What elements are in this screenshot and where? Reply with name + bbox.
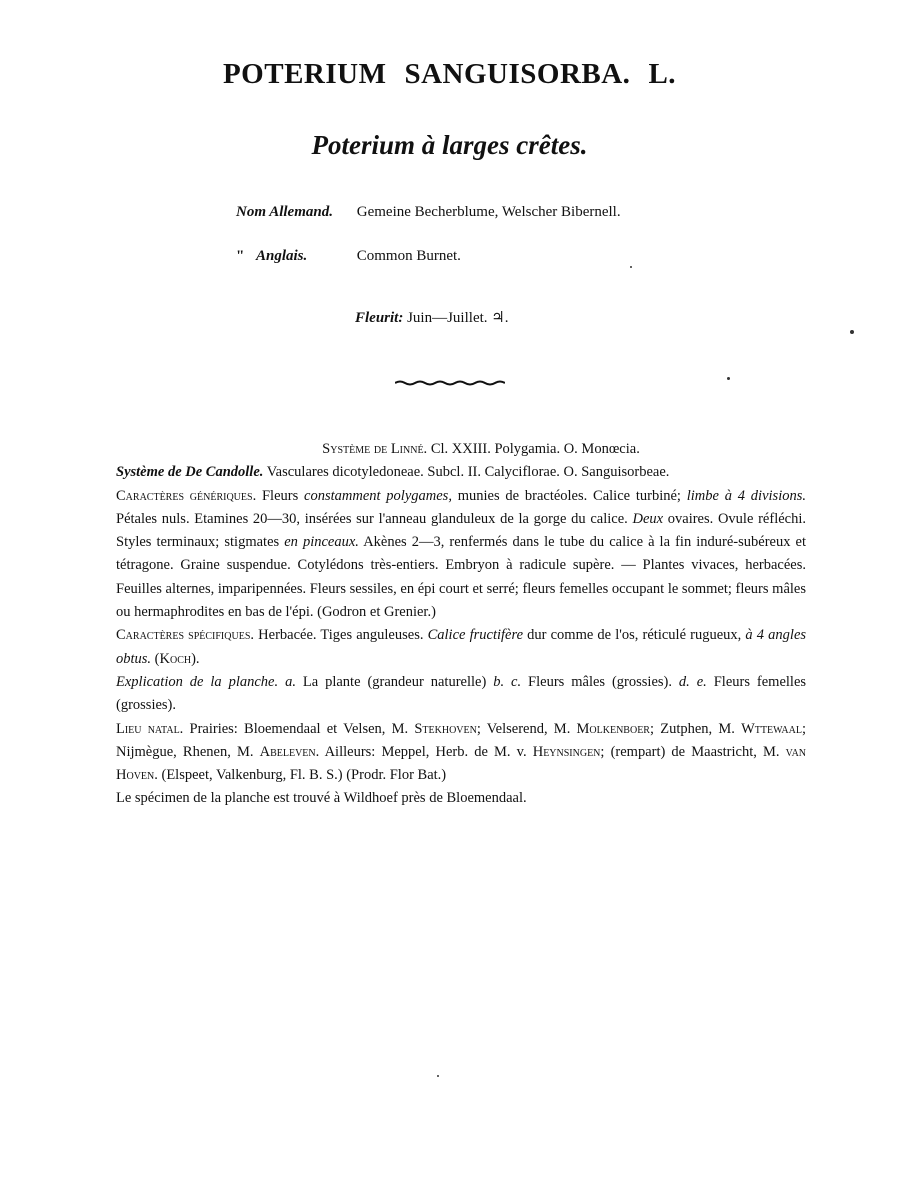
locality-text-6: ; (rempart) de Maastricht, M. [600,743,780,760]
specific-text-3: (Koch). [154,650,200,667]
locality-text-7: . (Elspeet, Valkenburg, Fl. B. S.) (Prodr. Flor Bat.) [154,767,447,784]
specific-label: Caractères spécifiques. [116,627,255,644]
ditto-mark: " [236,248,245,264]
common-names [236,204,621,292]
flowering-value: Juin—Juillet. [407,310,488,326]
specific-italic-1: Calice fructifère [427,627,524,644]
perennial-symbol: ♃. [491,310,509,326]
locality-name-5: Heynsingen [532,743,601,760]
locality-text-5: . Ailleurs: Meppel, Herb. de M. v. [315,743,527,760]
linne-system [116,438,806,461]
english-name-value: Common Burnet. [356,248,461,264]
paper-speck [727,377,730,380]
linne-text: Cl. XXIII. Polygamia. O. Monœcia. [430,441,640,457]
title-species: SANGUISORBA. [404,58,631,90]
paper-speck [850,330,854,334]
flowering-label: Fleurit: [355,310,404,326]
explanation-text-3: Fleurs femelles (grossies). [116,673,807,714]
generic-text-1: Fleurs [261,487,299,504]
native-locality [116,718,806,788]
description-body [116,438,806,811]
generic-text-4: ovaires. Ovule réfléchi. Styles terminaux; stigmates [116,510,806,551]
english-name-row [236,248,621,292]
specimen-note: Le spécimen de la planche est trouvé à Wildhoef près de Bloemendaal. [116,790,527,807]
generic-text-5: Akènes 2—3, renfermés dans le tube du calice à la fin induré-subéreux et tétragone. Graine suspendue. Cotylédons très-entiers. Embryon à radicule supère. — Plantes vivaces, herbacées. Feuilles alternes, imparipennées. Fleurs sessiles, en épi court et serré; fleurs femelles occupant le sommet; fleurs mâles ou hermaphrodites en bas de l'épi. (Godron et Grenier.) [116,534,806,621]
title-genus: POTERIUM [222,58,387,90]
flowering-period [355,308,508,327]
generic-italic-3: Deux [632,510,664,527]
generic-characters [116,485,806,625]
explanation-fig-a: a. [285,673,296,690]
linne-label: Système de Linné. [322,441,428,457]
explanation-text-1: La plante (grandeur naturelle) [302,673,487,690]
candolle-text: Vasculares dicotyledoneae. Subcl. II. Calyciflorae. O. Sanguisorbeae. [266,464,670,481]
candolle-label: Système de De Candolle. [116,464,264,481]
generic-text-2: munies de bractéoles. Calice turbiné; [457,487,681,504]
paper-speck [437,1075,439,1077]
locality-name-6: van Hoven [116,743,807,784]
generic-italic-1: constamment polygames, [304,487,452,504]
generic-italic-4: en pinceaux. [284,534,359,551]
page-title [0,58,899,91]
generic-label: Caractères génériques. [116,487,257,504]
locality-text-2: ; Velserend, M. [476,720,571,737]
english-name-label: Anglais. [256,248,308,264]
locality-text-3: ; Zutphen, M. [649,720,735,737]
plate-explanation [116,671,806,718]
locality-text-4: ; Nijmègue, Rhenen, M. [116,720,807,760]
locality-name-3: Wttewaal [741,720,802,737]
generic-italic-2: limbe à 4 divisions. [686,487,806,504]
paper-speck [630,266,632,268]
decorative-rule [395,380,505,386]
locality-text-1: Prairies: Bloemendaal et Velsen, M. [189,720,409,737]
candolle-system [116,461,806,484]
locality-name-4: Abeleven [259,743,316,760]
specific-text-2: dur comme de l'os, réticulé rugueux, [527,627,742,644]
explanation-fig-bc: b. c. [493,673,522,690]
german-name-label: Nom Allemand. [236,204,333,220]
explanation-text-2: Fleurs mâles (grossies). [528,673,672,690]
page-subtitle: Poterium à larges crêtes. [311,130,588,160]
german-name-value: Gemeine Becherblume, Welscher Bibernell. [356,204,621,220]
explanation-fig-de: d. e. [678,673,707,690]
explanation-label: Explication de la planche. [116,673,279,690]
locality-name-2: Molkenboer [576,720,650,737]
locality-name-1: Stekhoven [414,720,477,737]
generic-text-3: Pétales nuls. Etamines 20—30, insérées sur l'anneau glanduleux de la gorge du calice. [116,510,628,527]
specific-text-1: Herbacée. Tiges anguleuses. [258,627,424,644]
locality-label: Lieu natal. [116,720,184,737]
specific-italic-2: à 4 angles obtus. [116,627,807,667]
specific-characters [116,624,806,671]
german-name-row [236,204,621,248]
title-author: L. [648,58,677,90]
